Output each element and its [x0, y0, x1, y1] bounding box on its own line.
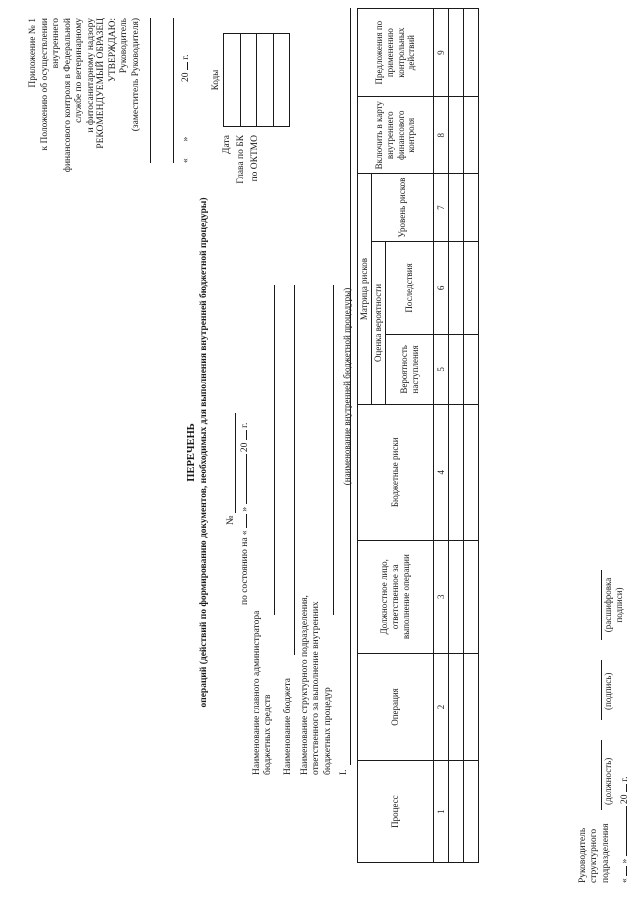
- header-operation: Операция: [358, 653, 434, 760]
- column-number: 1: [434, 761, 449, 863]
- date-year-suffix: г.: [181, 54, 191, 60]
- appendix-line: и фитосанитарному надзору: [85, 18, 96, 133]
- section-numeral: I.: [339, 769, 349, 775]
- unit-label-line: Наименование структурного подразделения,: [300, 595, 310, 775]
- table-cell[interactable]: [449, 334, 464, 404]
- admin-field-line[interactable]: [274, 285, 275, 615]
- code-cell-extra[interactable]: [273, 34, 289, 127]
- approval-position-line: [150, 18, 151, 163]
- appendix-line: финансового контроля в Федеральной: [62, 18, 73, 173]
- header-risk-level: Уровень рисков: [372, 174, 434, 242]
- header-risks: Бюджетные риски: [358, 404, 434, 540]
- as-of-year-suffix: г.: [240, 422, 250, 428]
- code-label-date: Дата: [222, 135, 232, 154]
- decode-caption-line: (расшифровка: [603, 577, 613, 633]
- head-label: Руководитель: [119, 18, 130, 74]
- decode-caption-line: подписи): [613, 587, 624, 623]
- column-number: 4: [434, 404, 449, 540]
- approval-signature-line: [173, 18, 174, 163]
- decode-line[interactable]: [601, 570, 602, 640]
- header-proposals: Предложения по применению контрольных действий: [358, 9, 434, 97]
- recommended-sample: РЕКОМЕНДУЕМЫЙ ОБРАЗЕЦ: [96, 18, 106, 149]
- unit-label-line: бюджетных процедур: [322, 687, 333, 775]
- document-subtitle: операций (действий по формированию документов, необходимых для выполнения внутренней бюджетной процедуры): [199, 197, 209, 708]
- table-cell[interactable]: [464, 404, 479, 540]
- sig-year-suffix: г.: [620, 776, 630, 782]
- header-consequences: Последствия: [386, 242, 434, 335]
- table-cell[interactable]: [464, 174, 479, 242]
- codes-header: Коды: [210, 69, 221, 91]
- admin-label-line: бюджетных средств: [263, 694, 274, 775]
- column-number: 9: [434, 9, 449, 97]
- table-cell[interactable]: [464, 242, 479, 335]
- signature-block: [578, 824, 612, 884]
- date-open-quote: «: [181, 158, 191, 163]
- column-number: 6: [434, 242, 449, 335]
- code-cell-bk[interactable]: [240, 34, 256, 127]
- codes-labels: [222, 135, 264, 285]
- column-number: 5: [434, 334, 449, 404]
- header-include-map: Включить в карту внутреннего финансового контроля: [358, 97, 434, 174]
- table-cell[interactable]: [464, 334, 479, 404]
- number-line: [235, 413, 236, 513]
- date-year-prefix: 20: [181, 72, 191, 82]
- budget-field-line[interactable]: [294, 285, 295, 655]
- sig-date-open: «: [620, 878, 630, 883]
- table-cell[interactable]: [449, 761, 464, 863]
- header-process: Процесс: [358, 761, 434, 863]
- table-cell[interactable]: [464, 97, 479, 174]
- signature-head-line: подразделения: [600, 823, 611, 883]
- document-title: ПЕРЕЧЕНЬ: [186, 423, 197, 482]
- as-of-prefix: по состоянию на «: [240, 530, 250, 605]
- approval-block: [96, 18, 142, 190]
- approved-label: УТВЕРЖДАЮ:: [107, 18, 118, 82]
- as-of-year-prefix: 20: [240, 442, 250, 453]
- code-cell-oktmo[interactable]: [257, 34, 273, 127]
- code-cell-date[interactable]: [224, 34, 240, 127]
- as-of-date: [240, 423, 251, 605]
- table-cell[interactable]: [449, 97, 464, 174]
- table-cell[interactable]: [464, 761, 479, 863]
- operations-table: [357, 8, 479, 863]
- signature-line[interactable]: [601, 660, 602, 720]
- admin-label: [252, 611, 275, 775]
- header-official: Должностное лицо, ответственное за выполнение операции: [358, 540, 434, 653]
- number-label: №: [225, 515, 236, 525]
- as-of-close: »: [240, 506, 250, 512]
- procedure-caption: (наименование внутренней бюджетной процедуры): [342, 287, 352, 486]
- column-number: 3: [434, 540, 449, 653]
- position-line[interactable]: [601, 740, 602, 810]
- appendix-line: службе по ветеринарному: [74, 18, 85, 123]
- table-cell[interactable]: [449, 404, 464, 540]
- column-number: 2: [434, 653, 449, 760]
- table-cell[interactable]: [464, 653, 479, 760]
- header-probability-eval: Оценка вероятности: [372, 242, 386, 405]
- codes-box: [208, 33, 290, 127]
- appendix-line: Приложение № 1: [28, 18, 38, 88]
- table-cell[interactable]: [464, 540, 479, 653]
- date-close-quote: »: [181, 136, 191, 142]
- column-number: 8: [434, 97, 449, 174]
- signature-date: [620, 777, 631, 883]
- column-number: 7: [434, 174, 449, 242]
- unit-field-line[interactable]: [333, 285, 334, 615]
- table-cell[interactable]: [449, 9, 464, 97]
- signature-head-line: Руководитель: [578, 827, 588, 883]
- table-cell[interactable]: [449, 540, 464, 653]
- unit-label: [300, 595, 334, 775]
- signature-head-line: структурного: [589, 828, 600, 883]
- sig-year-prefix: 20: [620, 794, 630, 804]
- admin-label-line: Наименование главного администратора: [252, 610, 262, 775]
- decode-caption: [603, 573, 625, 637]
- appendix-block: [28, 18, 97, 190]
- table-cell[interactable]: [464, 9, 479, 97]
- code-label-oktmo: по ОКТМО: [250, 135, 260, 182]
- unit-label-line: ответственного за выполнение внутренних: [311, 601, 322, 775]
- sig-date-close: »: [620, 858, 630, 864]
- table-cell[interactable]: [449, 174, 464, 242]
- appendix-line: к Положению об осуществлении внутреннего: [39, 18, 62, 151]
- header-probability: Вероятность наступления: [386, 334, 434, 404]
- table-cell[interactable]: [449, 653, 464, 760]
- sign-caption: (подпись): [603, 672, 613, 710]
- position-caption: (должность): [603, 757, 613, 805]
- deputy-label: (заместитель Руководителя): [130, 18, 141, 132]
- table-cell[interactable]: [449, 242, 464, 335]
- budget-label: Наименование бюджета: [283, 678, 293, 775]
- header-matrix: Матрица рисков: [358, 174, 372, 405]
- code-label-bk: Глава по БК: [236, 135, 246, 184]
